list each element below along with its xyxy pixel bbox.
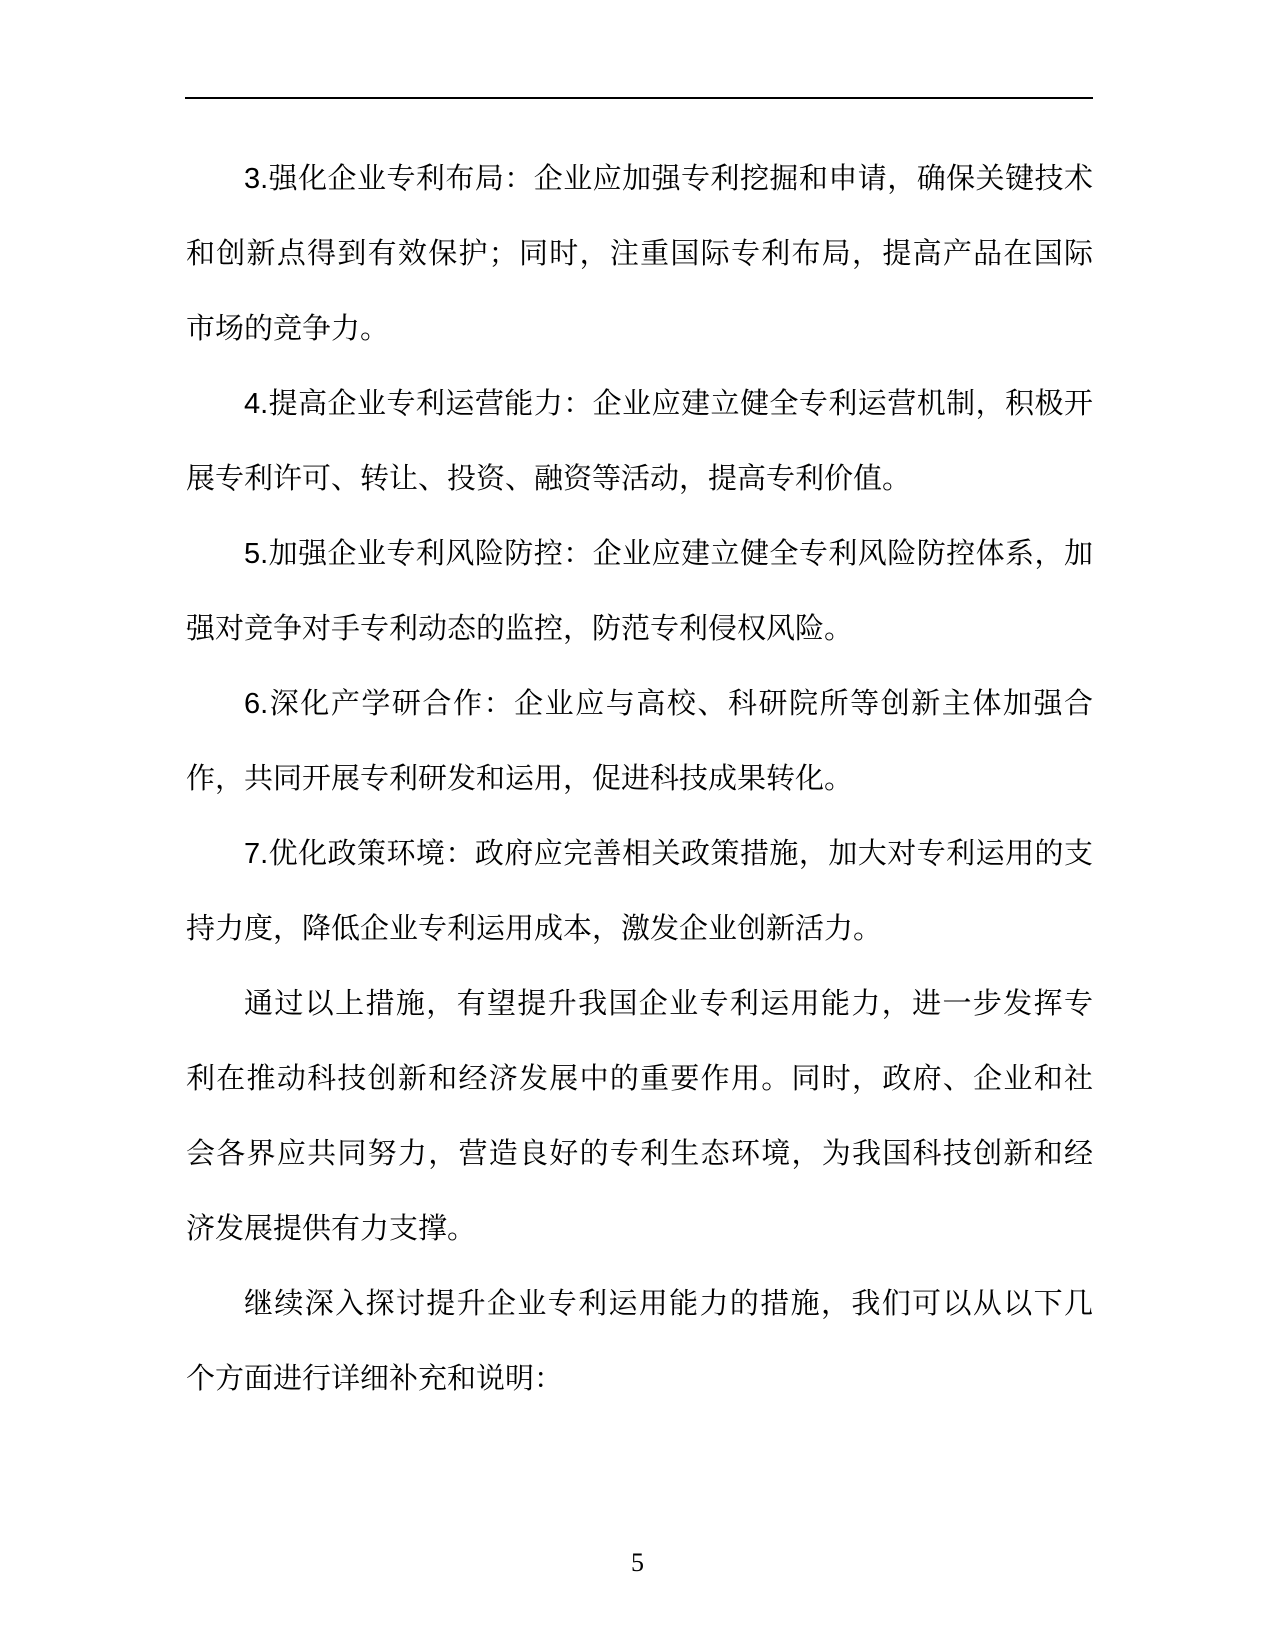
text-line: 3.强化企业专利布局：企业应加强专利挖掘和申请，确保关键技术 (244, 163, 1093, 195)
text-line: 5.加强企业专利风险防控：企业应建立健全专利风险防控体系，加 (244, 538, 1093, 570)
paragraph-6 (186, 667, 1093, 817)
text-line: 市场的竞争力。 (186, 313, 390, 345)
document-body (186, 142, 1093, 1417)
text-line: 4.提高企业专利运营能力：企业应建立健全专利运营机制，积极开 (244, 388, 1093, 420)
text-line: 会各界应共同努力，营造良好的专利生态环境，为我国科技创新和经 (186, 1138, 1093, 1170)
paragraph-5 (186, 517, 1093, 667)
text-line: 作，共同开展专利研发和运用，促进科技成果转化。 (186, 763, 854, 795)
paragraph-summary (186, 967, 1093, 1267)
paragraph-4 (186, 367, 1093, 517)
text-line: 7.优化政策环境：政府应完善相关政策措施，加大对专利运用的支 (244, 838, 1093, 870)
header-rule (185, 97, 1093, 99)
page-number: 5 (631, 1548, 644, 1577)
text-line: 继续深入探讨提升企业专利运用能力的措施，我们可以从以下几 (244, 1288, 1093, 1320)
text-line: 6.深化产学研合作：企业应与高校、科研院所等创新主体加强合 (244, 688, 1093, 720)
paragraph-continue (186, 1267, 1093, 1417)
text-line: 和创新点得到有效保护；同时，注重国际专利布局，提高产品在国际 (186, 238, 1093, 270)
paragraph-3 (186, 142, 1093, 367)
text-line: 持力度，降低企业专利运用成本，激发企业创新活力。 (186, 913, 883, 945)
text-line: 通过以上措施，有望提升我国企业专利运用能力，进一步发挥专 (244, 988, 1093, 1020)
text-line: 强对竞争对手专利动态的监控，防范专利侵权风险。 (186, 613, 854, 645)
paragraph-7 (186, 817, 1093, 967)
text-line: 济发展提供有力支撑。 (186, 1213, 477, 1245)
text-line: 个方面进行详细补充和说明： (186, 1363, 564, 1395)
text-line: 展专利许可、转让、投资、融资等活动，提高专利价值。 (186, 463, 912, 495)
text-line: 利在推动科技创新和经济发展中的重要作用。同时，政府、企业和社 (186, 1063, 1093, 1095)
